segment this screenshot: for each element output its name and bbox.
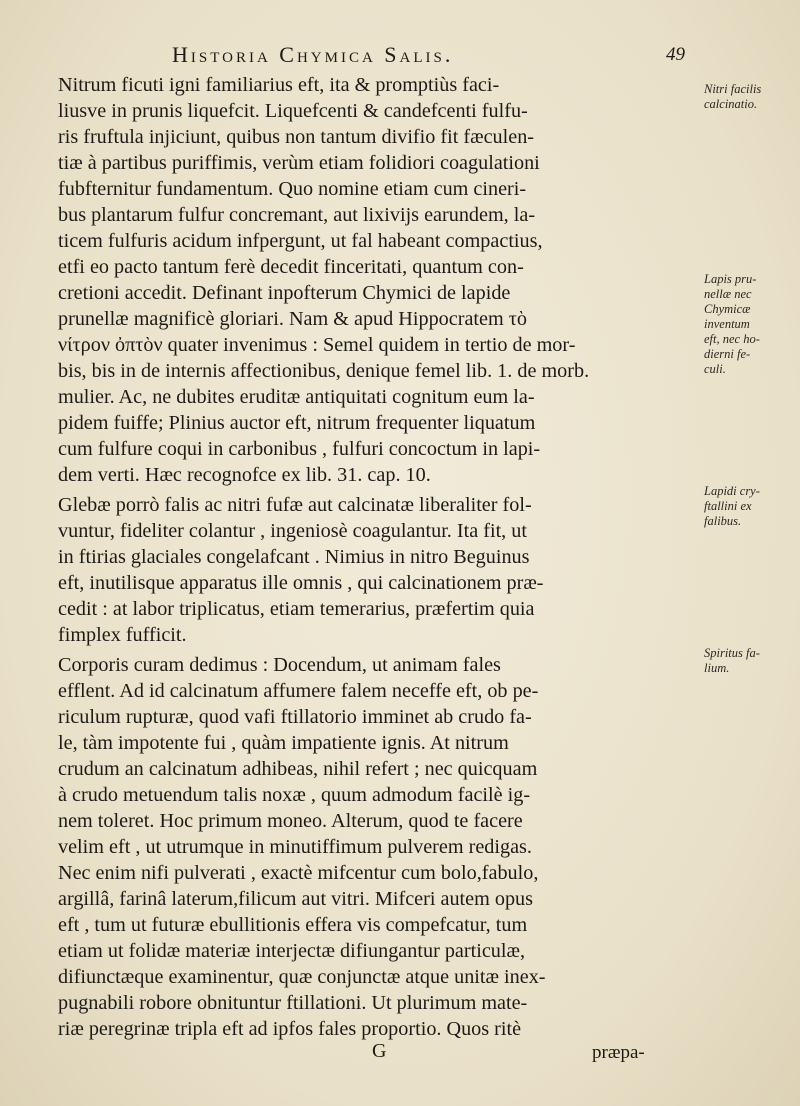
- text-line: fubfternitur fundamentum. Quo nomine etiam cum cineri-: [58, 178, 527, 200]
- text-line: bus plantarum fulfur concremant, aut lixivijs earundem, la-: [58, 204, 536, 226]
- text-line: νίτρον ὀπτὸν quater invenimus : Semel quidem in tertio de mor-: [58, 334, 576, 356]
- text-line: pugnabili robore obnituntur ftillationi. Ut plurimum mate-: [58, 992, 528, 1014]
- text-line: vuntur, fideliter colantur , ingeniosè coagulantur. Ita fit, ut: [58, 520, 527, 542]
- text-line: ris fruftula injiciunt, quibus non tantum divifio fit fæculen-: [58, 126, 535, 148]
- text-line: fimplex fufficit.: [58, 624, 187, 646]
- margin-note: Lapidi cry- ftallini ex falibus.: [704, 484, 760, 528]
- text-line: eft, inutilisque apparatus ille omnis , qui calcinationem præ-: [58, 572, 544, 594]
- margin-note: Nitri facilis calcinatio.: [704, 82, 762, 111]
- text-line: efflent. Ad id calcinatum affumere falem neceffe eft, ob pe-: [58, 680, 539, 702]
- margin-note: Spiritus fa- lium.: [704, 646, 760, 675]
- text-line: bis, bis in de internis affectionibus, denique femel lib. 1. de morb.: [58, 360, 590, 382]
- text-line: prunellæ magnificè gloriari. Nam & apud Hippocratem τὸ: [58, 308, 527, 330]
- text-line: Nec enim nifi pulverati , exactè mifcentur cum bolo,fabulo,: [58, 862, 539, 884]
- text-line: riæ peregrinæ tripla eft ad ipfos fales proportio. Quos ritè: [58, 1018, 522, 1040]
- text-line: nem toleret. Hoc primum moneo. Alterum, quod te facere: [58, 810, 523, 832]
- text-line: in ftirias glaciales congelafcant . Nimius in nitro Beguinus: [58, 546, 530, 568]
- text-line: difiunctæque examinentur, quæ conjunctæ atque unitæ inex-: [58, 966, 546, 988]
- text-line: riculum rupturæ, quod vafi ftillatorio imminet ab crudo fa-: [58, 706, 532, 728]
- text-line: velim eft , ut utrumque in minutiffimum pulverem redigas.: [58, 836, 532, 858]
- text-line: cum fulfure coqui in carbonibus , fulfuri concoctum in lapi-: [58, 438, 541, 460]
- text-line: le, tàm impotente fui , quàm impatiente ignis. At nitrum: [58, 732, 509, 754]
- signature-mark: G: [372, 1040, 387, 1062]
- text-line: mulier. Ac, ne dubites eruditæ antiquitati cognitum eum la-: [58, 386, 535, 408]
- text-line: Nitrum ficuti igni familiarius eft, ita & promptiùs faci-: [58, 74, 500, 96]
- text-line: pidem fuiffe; Plinius auctor eft, nitrum frequenter liquatum: [58, 412, 536, 434]
- text-line: Glebæ porrò falis ac nitri fufæ aut calcinatæ liberaliter fol-: [58, 494, 532, 516]
- text-line: etfi eo pacto tantum ferè decedit finceritati, quantum con-: [58, 256, 524, 278]
- running-head: Historia Chymica Salis.: [172, 42, 454, 67]
- page-number: 49: [666, 44, 685, 65]
- text-line: cedit : at labor triplicatus, etiam temerarius, præfertim quia: [58, 598, 535, 620]
- text-line: ticem fulfuris acidum infpergunt, ut fal habeant compactius,: [58, 230, 543, 252]
- text-line: cretioni accedit. Definant inpofterum Chymici de lapide: [58, 282, 511, 304]
- text-line: etiam ut folidæ materiæ interjectæ difiungantur particulæ,: [58, 940, 526, 962]
- text-line: tiæ à partibus puriffimis, verùm etiam folidiori coagulationi: [58, 152, 540, 174]
- text-line: argillâ, farinâ laterum,filicum aut vitri. Mifceri autem opus: [58, 888, 533, 910]
- text-line: dem verti. Hæc recognofce ex lib. 31. cap. 10.: [58, 464, 431, 486]
- text-line: à crudo metuendum talis noxæ , quum admodum facilè ig-: [58, 784, 531, 806]
- text-line: crudum an calcinatum adhibeas, nihil refert ; nec quicquam: [58, 758, 538, 780]
- catchword: præpa-: [592, 1042, 645, 1063]
- text-line: eft , tum ut futuræ ebullitionis effera vis compefcatur, tum: [58, 914, 528, 936]
- text-line: Corporis curam dedimus : Docendum, ut animam fales: [58, 654, 501, 676]
- margin-note: Lapis pru- nellæ nec Chymicæ inventum eft, nec ho- dierni fe- culi.: [704, 272, 760, 376]
- text-line: liusve in prunis liquefcit. Liquefcenti & candefcenti fulfu-: [58, 100, 528, 122]
